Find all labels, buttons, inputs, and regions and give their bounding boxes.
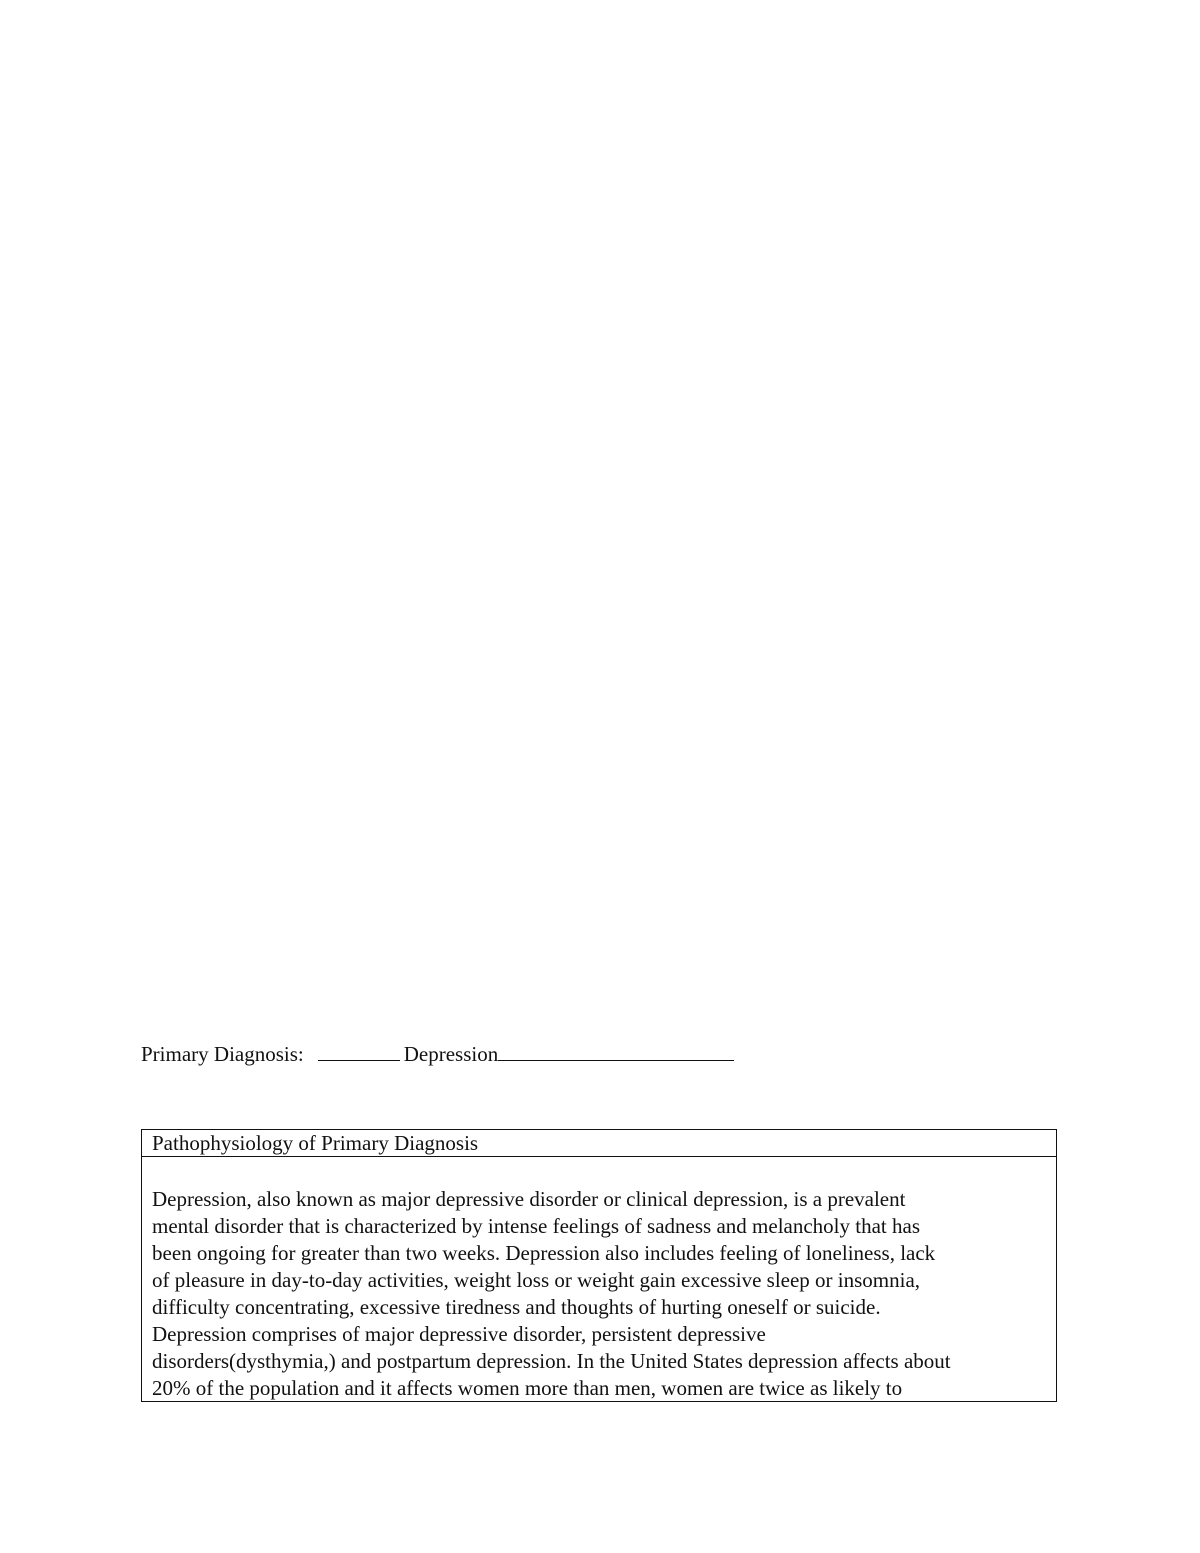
paragraph-line: 20% of the population and it affects women more than men, women are twice as likely to [152, 1376, 903, 1400]
pathophysiology-body [142, 1157, 1056, 1402]
primary-diagnosis-value: Depression [403, 1042, 499, 1066]
paragraph-line: mental disorder that is characterized by intense feelings of sadness and melancholy that has [152, 1214, 920, 1238]
primary-diagnosis-label: Primary Diagnosis: [141, 1042, 304, 1066]
paragraph-line: difficulty concentrating, excessive tiredness and thoughts of hurting oneself or suicide. [152, 1295, 881, 1319]
paragraph-line: Depression, also known as major depressive disorder or clinical depression, is a prevalent [152, 1187, 906, 1211]
pathophysiology-header: Pathophysiology of Primary Diagnosis [142, 1130, 1056, 1157]
paragraph-line: been ongoing for greater than two weeks. Depression also includes feeling of loneliness, lack [152, 1241, 936, 1265]
paragraph-line: disorders(dysthymia,) and postpartum depression. In the United States depression affects about [152, 1349, 951, 1373]
blank-underline [318, 1040, 400, 1061]
primary-diagnosis-line [141, 1040, 734, 1068]
blank-underline [498, 1040, 734, 1061]
paragraph-line: of pleasure in day-to-day activities, weight loss or weight gain excessive sleep or insomnia, [152, 1268, 921, 1292]
pathophysiology-table [141, 1129, 1057, 1402]
paragraph-line: Depression comprises of major depressive disorder, persistent depressive [152, 1322, 766, 1346]
